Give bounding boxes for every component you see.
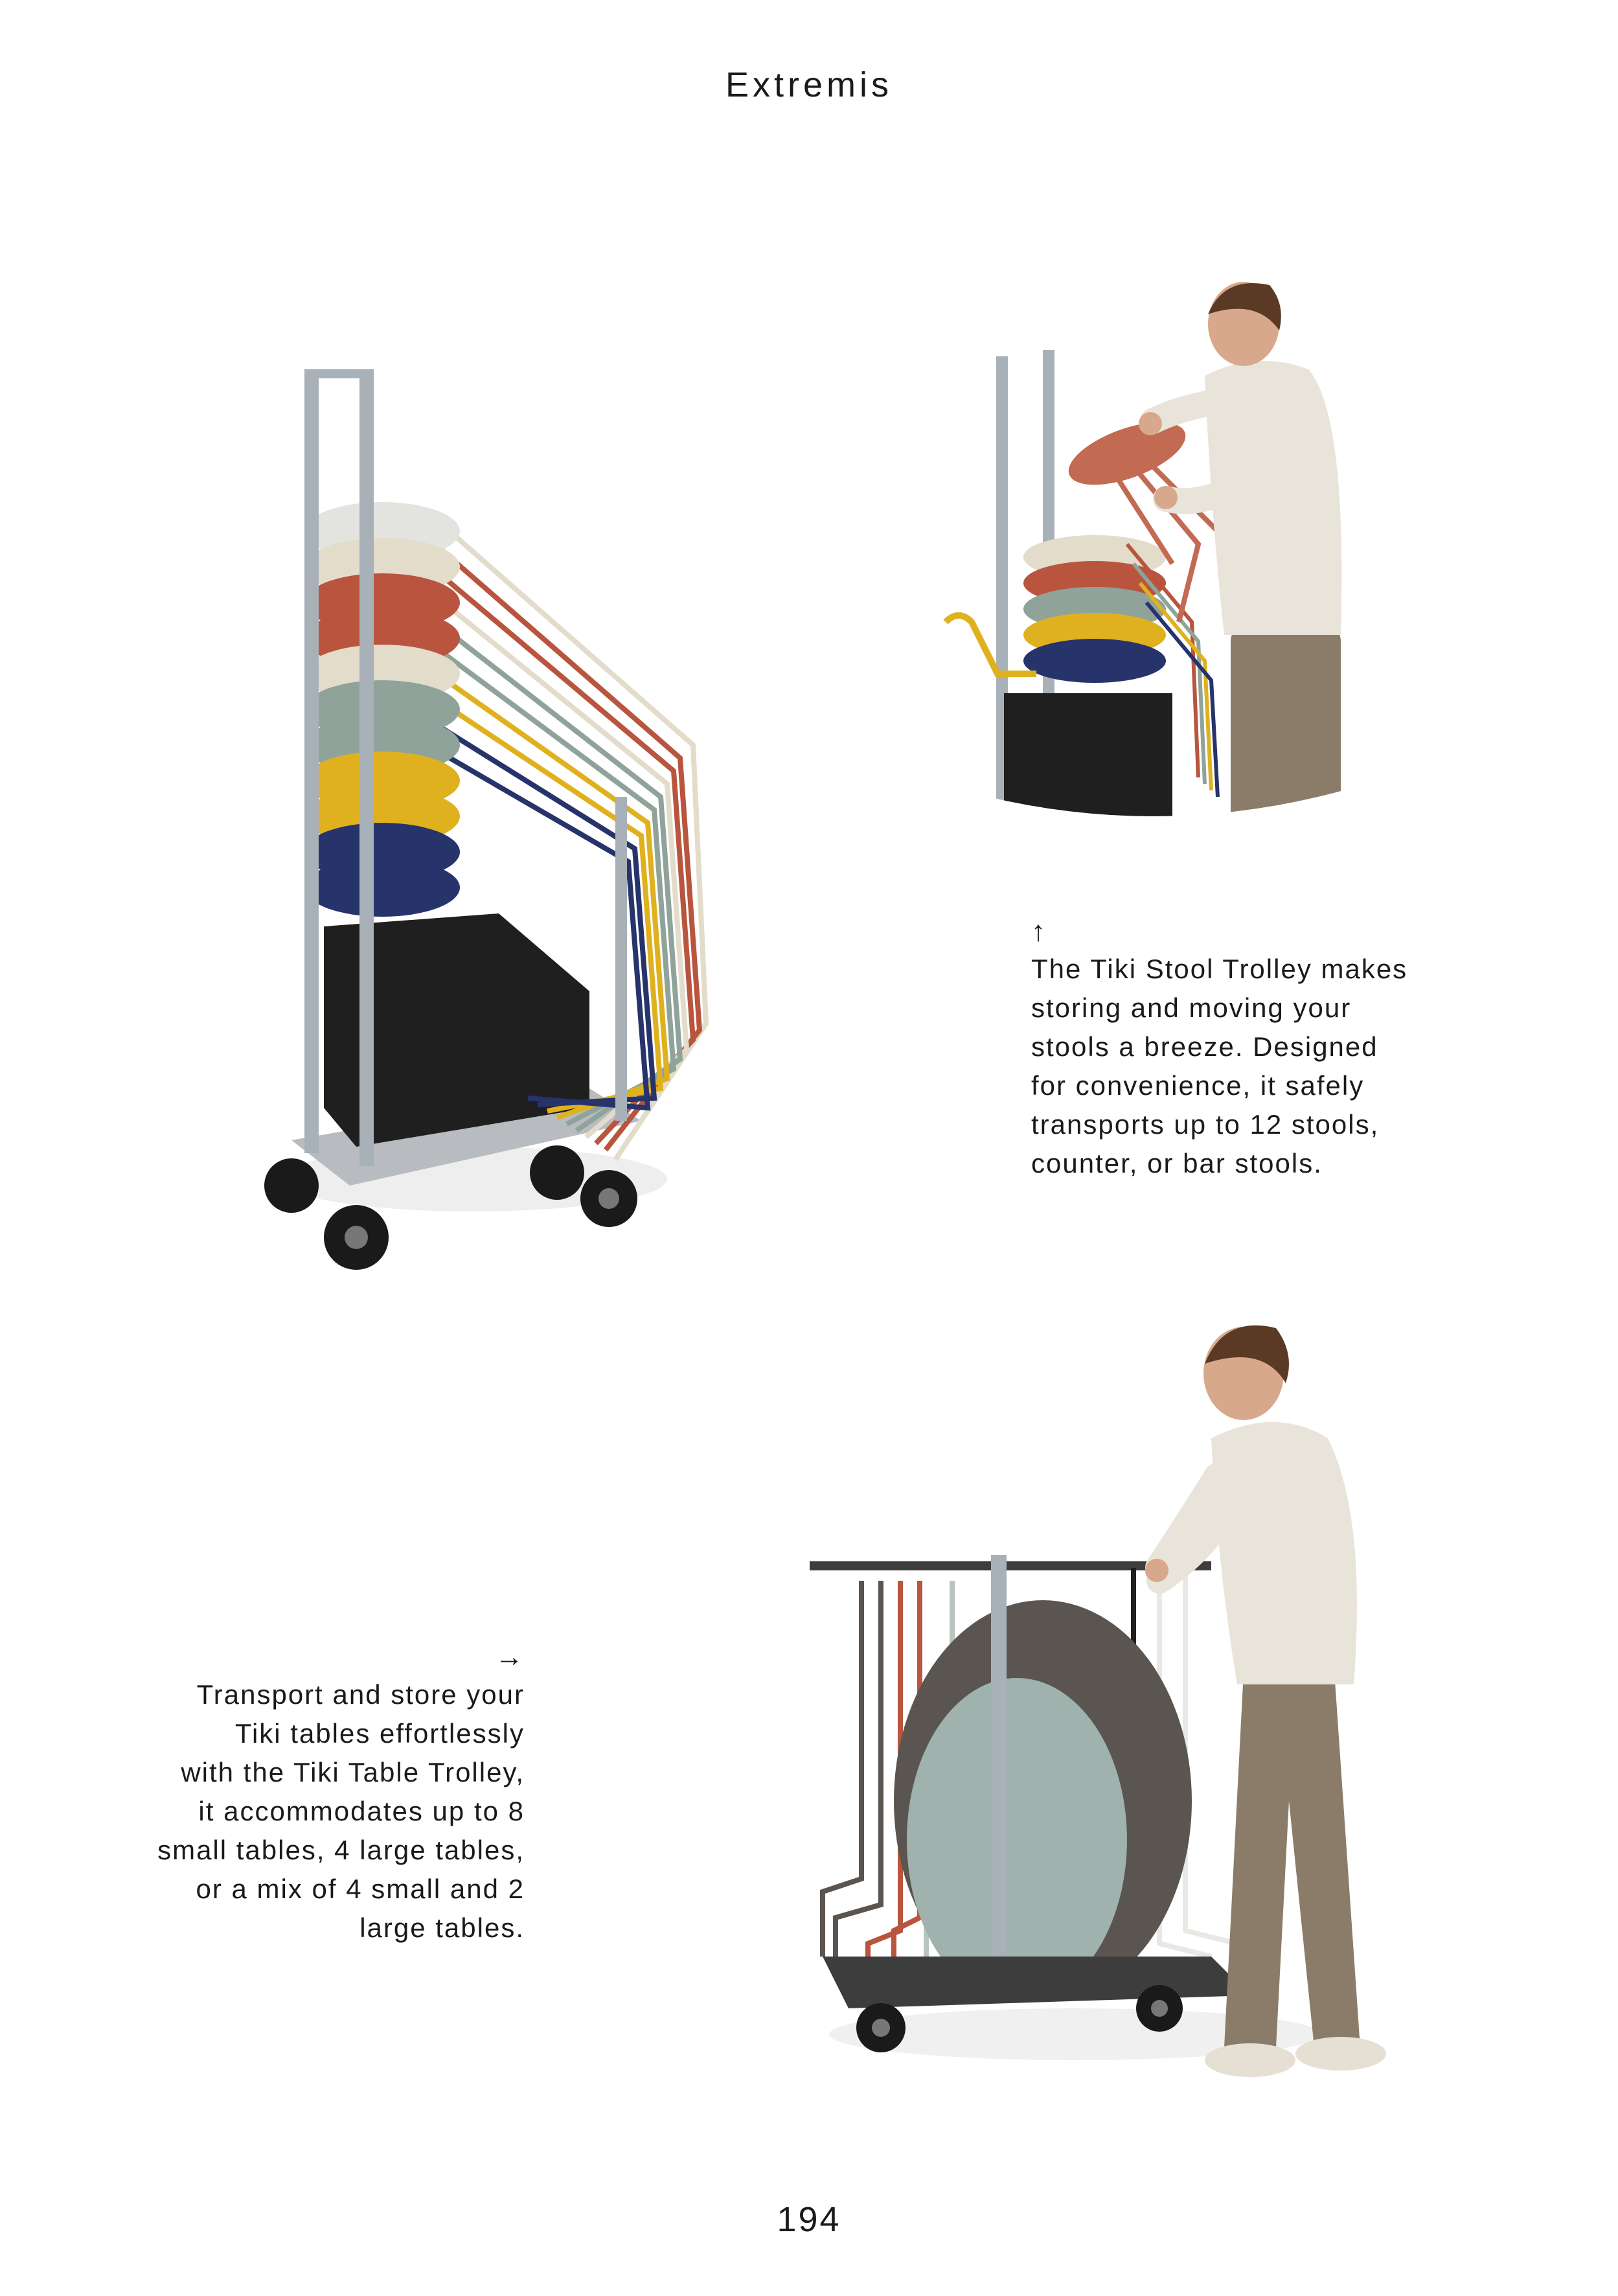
arrow-right-icon: →: [495, 1641, 525, 1673]
stool-trolley-description: The Tiki Stool Trolley makes storing and moving your stools a breeze. Designed for convenience, it safely transports up to 12 stools, counter, or bar stools.: [1031, 954, 1408, 1178]
table-trolley-photo: [797, 1309, 1444, 2099]
stool-trolley-caption: [1031, 913, 1485, 1183]
stool-loading-photo: [920, 259, 1386, 829]
page-number: 194: [777, 2200, 841, 2239]
table-trolley-description: Transport and store your Tiki tables effortlessly with the Tiki Table Trolley, it accommodates up to 8 small tables, 4 large tables, or a mix of 4 small and 2 large tables.: [157, 1679, 525, 1943]
arrow-up-icon: ↑: [1031, 915, 1047, 947]
stool-trolley-photo: [253, 343, 745, 1302]
table-trolley-caption: [97, 1639, 525, 1947]
brand-title: Extremis: [725, 65, 893, 104]
